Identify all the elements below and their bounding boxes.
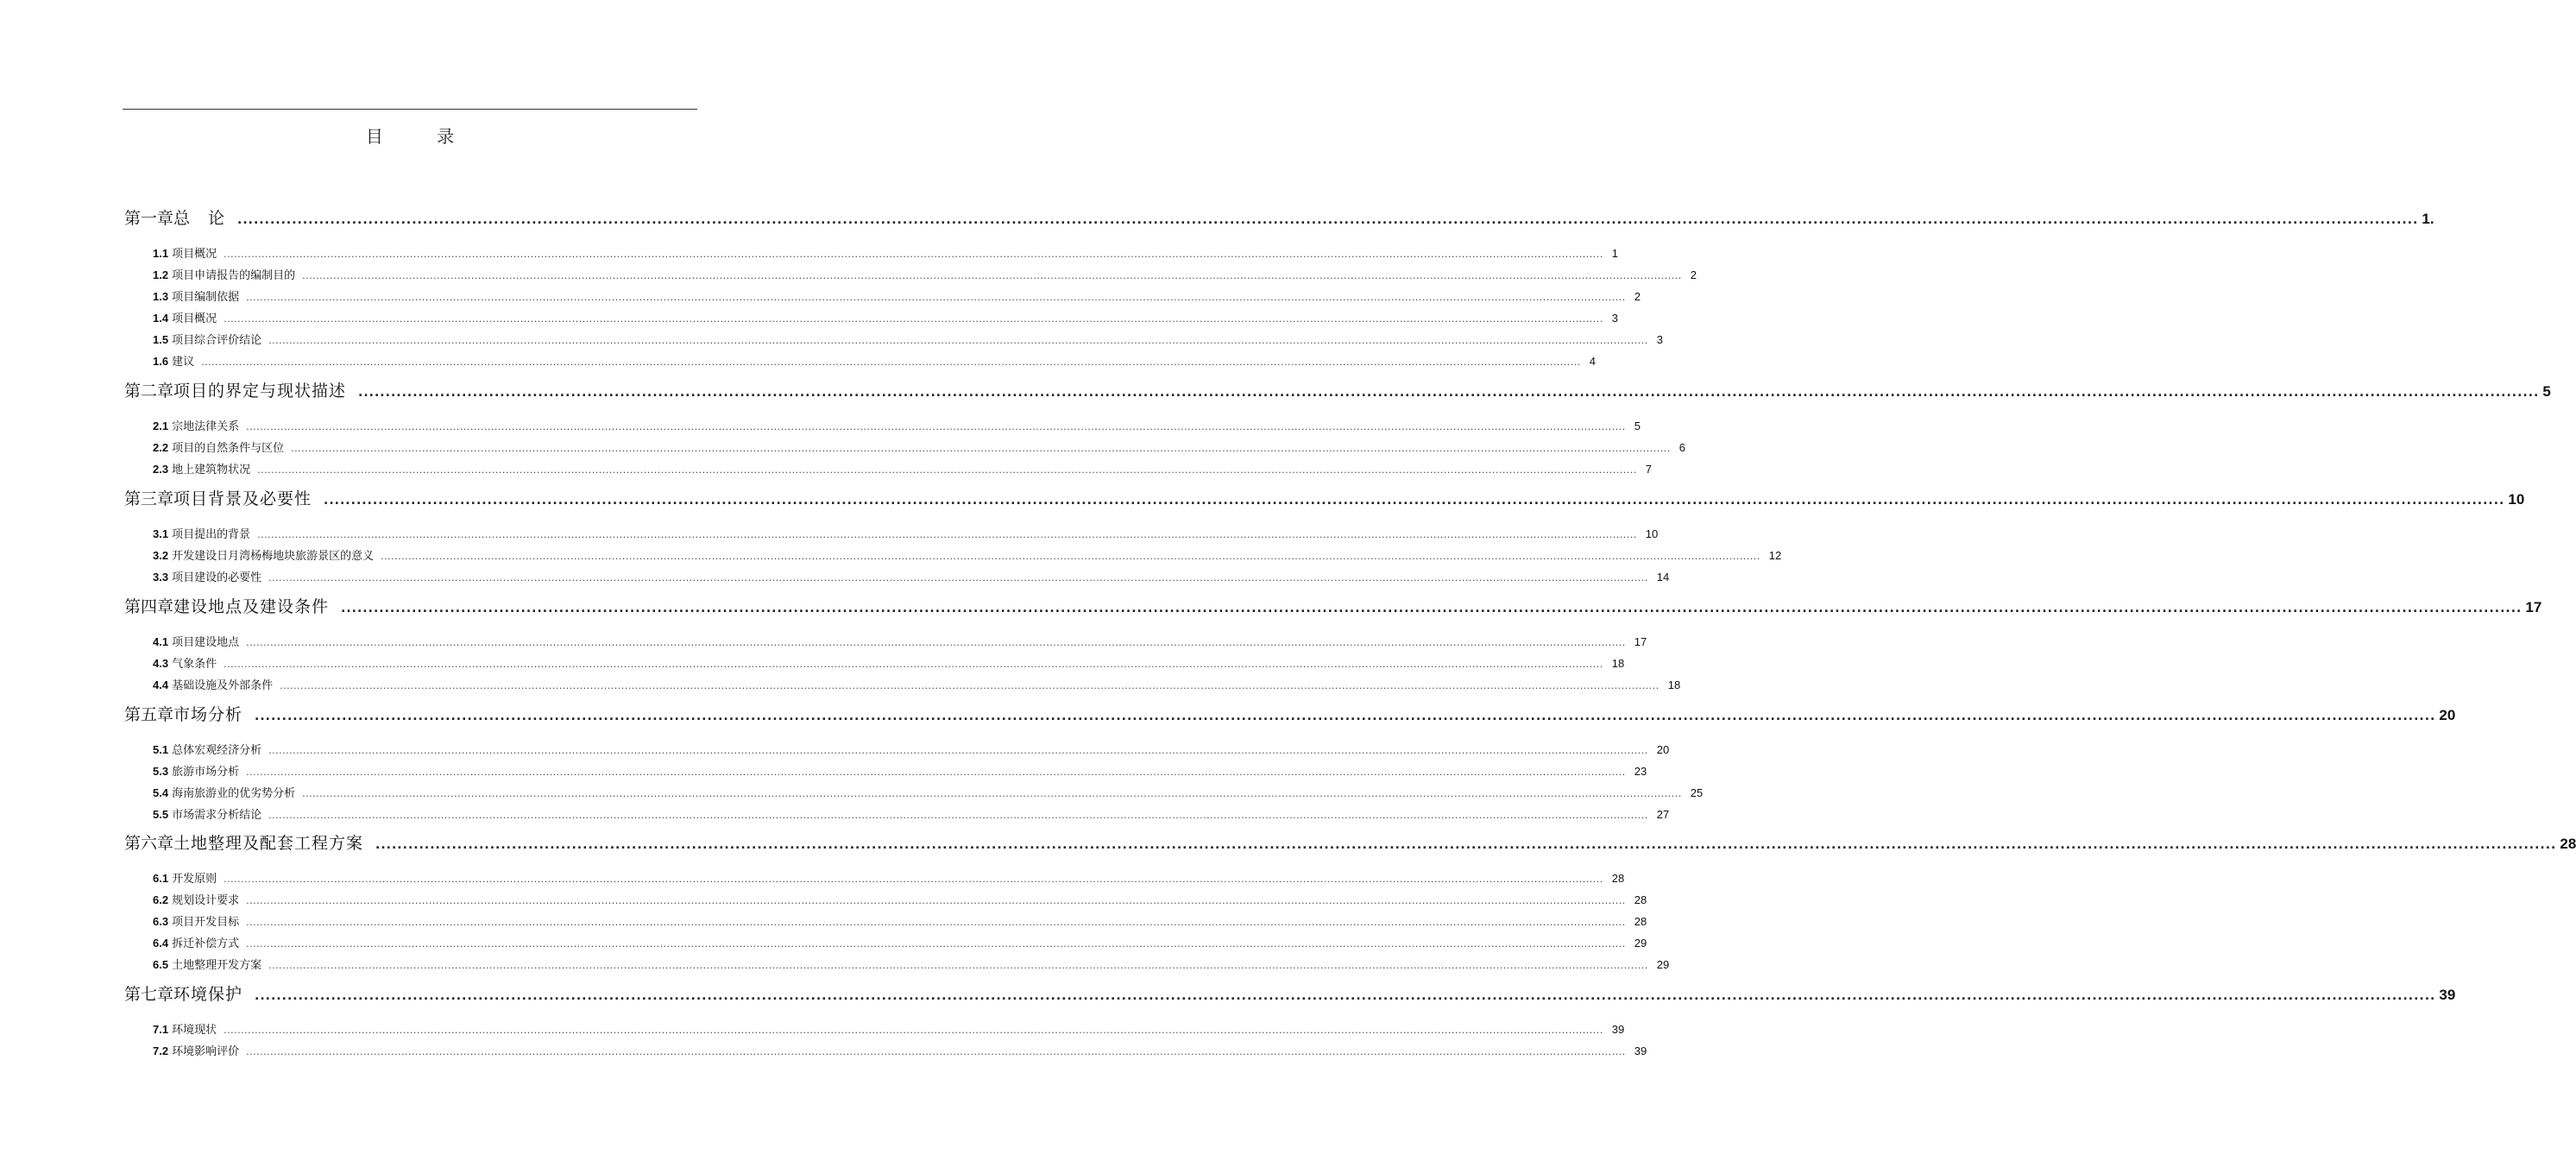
dot-leader: ................................................................................................................................................................................................................................................................................................................................................................................................................	[246, 895, 1626, 906]
section-page-number: 29	[1634, 937, 1647, 950]
section-number: 6.1	[153, 872, 169, 885]
section-number: 7.2	[153, 1044, 169, 1057]
chapter-page-number: 39	[2439, 987, 2456, 1003]
section-number: 5.1	[153, 743, 169, 756]
chapter-title: 环境保护	[173, 985, 243, 1004]
section-number: 5.5	[153, 808, 169, 821]
chapter-label: 第五章	[124, 705, 174, 724]
section-page-number: 1	[1611, 247, 1618, 260]
section-number: 4.4	[153, 678, 169, 691]
chapter-label: 第一章	[124, 209, 174, 228]
dot-leader: ................................................................................................................................................................................................................................................................................................................................................................................................................	[280, 680, 1660, 691]
dot-leader: ................................................................................................................................................................................................................................................................................................................................................................................................................	[224, 249, 1603, 260]
section-entry[interactable]	[153, 417, 1641, 434]
chapter-entry[interactable]	[124, 378, 2551, 402]
section-page-number: 17	[1634, 635, 1647, 648]
chapter-title: 建设地点及建设条件	[173, 597, 330, 616]
section-number: 1.5	[153, 333, 169, 346]
section-title: 项目概况	[172, 312, 217, 325]
section-title: 旅游市场分析	[172, 766, 240, 779]
section-number: 4.1	[153, 635, 169, 648]
section-title: 开发建设日月湾杨梅地块旅游景区的意义	[172, 550, 375, 563]
dot-leader: ................................................................................................................................................................................................................................................................................................................................................................................................................	[302, 270, 1682, 281]
section-entry[interactable]	[153, 331, 1663, 348]
section-title: 开发原则	[172, 873, 217, 886]
section-number: 3.1	[153, 527, 169, 540]
chapter-label: 第四章	[124, 597, 174, 616]
section-page-number: 2	[1690, 268, 1697, 281]
section-page-number: 10	[1645, 527, 1659, 540]
dot-leader: ................................................................................................................................................................................................................................................................................................................................................................................................................	[246, 767, 1626, 778]
dot-leader: ................................................................................................................................................................................................................................................................................................................................................................................................................	[255, 710, 2436, 723]
chapter-page-number: 17	[2525, 599, 2542, 615]
section-title: 市场需求分析结论	[172, 809, 262, 822]
section-title: 项目综合评价结论	[172, 334, 262, 347]
chapter-entry[interactable]	[124, 702, 2456, 726]
chapter-page-number: 10	[2508, 491, 2525, 508]
chapter-title: 市场分析	[173, 705, 243, 724]
chapter-entry[interactable]	[124, 981, 2456, 1006]
section-title: 建议	[172, 356, 195, 369]
chapter-entry[interactable]	[124, 830, 2576, 855]
dot-leader: ................................................................................................................................................................................................................................................................................................................................................................................................................	[237, 213, 2419, 227]
section-number: 1.6	[153, 355, 169, 368]
chapter-label: 第二章	[124, 382, 174, 401]
section-page-number: 29	[1656, 958, 1670, 971]
dot-leader: ................................................................................................................................................................................................................................................................................................................................................................................................................	[375, 838, 2557, 852]
dot-leader: ................................................................................................................................................................................................................................................................................................................................................................................................................	[224, 1025, 1603, 1036]
dot-leader: ................................................................................................................................................................................................................................................................................................................................................................................................................	[358, 386, 2540, 400]
section-page-number: 18	[1667, 678, 1681, 691]
section-page-number: 28	[1611, 872, 1625, 885]
section-title: 项目开发目标	[172, 916, 240, 929]
section-page-number: 23	[1634, 765, 1647, 778]
section-title: 总体宏观经济分析	[172, 744, 262, 757]
section-entry[interactable]	[153, 525, 1659, 542]
chapter-page-number: 28	[2560, 836, 2576, 852]
section-entry[interactable]	[153, 287, 1641, 305]
section-entry[interactable]	[153, 309, 1618, 326]
section-number: 3.3	[153, 571, 169, 584]
section-title: 宗地法律关系	[172, 420, 240, 433]
section-title: 项目建设的必要性	[172, 571, 262, 584]
section-number: 1.4	[153, 312, 169, 325]
section-number: 2.1	[153, 420, 169, 432]
chapter-entry[interactable]	[124, 486, 2525, 510]
section-title: 项目建设地点	[172, 636, 240, 649]
section-title: 基础设施及外部条件	[172, 679, 274, 692]
section-title: 土地整理开发方案	[172, 959, 262, 972]
section-number: 6.5	[153, 958, 169, 971]
section-entry[interactable]	[153, 805, 1670, 823]
dot-leader: ................................................................................................................................................................................................................................................................................................................................................................................................................	[257, 464, 1637, 476]
dot-leader: ................................................................................................................................................................................................................................................................................................................................................................................................................	[268, 572, 1648, 584]
section-page-number: 2	[1634, 290, 1641, 303]
section-page-number: 18	[1611, 657, 1625, 670]
section-title: 项目申请报告的编制目的	[172, 269, 296, 282]
section-number: 6.4	[153, 937, 169, 950]
section-title: 项目概况	[172, 248, 217, 261]
dot-leader: ................................................................................................................................................................................................................................................................................................................................................................................................................	[224, 659, 1603, 670]
section-entry[interactable]	[153, 784, 1704, 801]
chapter-label: 第七章	[124, 985, 174, 1004]
dot-leader: ................................................................................................................................................................................................................................................................................................................................................................................................................	[268, 810, 1648, 821]
section-entry[interactable]	[153, 568, 1670, 585]
section-entry[interactable]	[153, 891, 1647, 908]
section-page-number: 12	[1768, 549, 1782, 562]
header-rule	[123, 109, 697, 110]
section-entry[interactable]	[153, 762, 1647, 779]
section-entry[interactable]	[153, 352, 1596, 369]
dot-leader: ................................................................................................................................................................................................................................................................................................................................................................................................................	[246, 421, 1626, 432]
section-page-number: 3	[1611, 312, 1618, 325]
dot-leader: ................................................................................................................................................................................................................................................................................................................................................................................................................	[268, 745, 1648, 756]
section-title: 项目的自然条件与区位	[172, 442, 285, 455]
section-entry[interactable]	[153, 654, 1625, 672]
dot-leader: ................................................................................................................................................................................................................................................................................................................................................................................................................	[324, 494, 2505, 508]
section-title: 气象条件	[172, 658, 217, 671]
section-number: 5.4	[153, 786, 169, 799]
section-number: 4.3	[153, 657, 169, 670]
chapter-label: 第三章	[124, 489, 174, 508]
dot-leader: ................................................................................................................................................................................................................................................................................................................................................................................................................	[246, 292, 1626, 303]
section-page-number: 27	[1656, 808, 1670, 821]
chapter-page-number: 5	[2542, 383, 2551, 400]
section-page-number: 6	[1678, 441, 1685, 454]
section-number: 6.2	[153, 893, 169, 906]
chapter-page-number: 1.	[2422, 211, 2434, 227]
dot-leader: ................................................................................................................................................................................................................................................................................................................................................................................................................	[341, 602, 2522, 615]
section-entry[interactable]	[153, 633, 1647, 650]
dot-leader: ................................................................................................................................................................................................................................................................................................................................................................................................................	[255, 989, 2436, 1003]
dot-leader: ................................................................................................................................................................................................................................................................................................................................................................................................................	[224, 874, 1603, 885]
section-number: 1.2	[153, 268, 169, 281]
dot-leader: ................................................................................................................................................................................................................................................................................................................................................................................................................	[246, 1046, 1626, 1057]
section-page-number: 28	[1634, 915, 1647, 928]
section-number: 7.1	[153, 1023, 169, 1036]
dot-leader: ................................................................................................................................................................................................................................................................................................................................................................................................................	[201, 357, 1581, 368]
section-page-number: 4	[1589, 355, 1596, 368]
section-number: 1.3	[153, 290, 169, 303]
section-entry[interactable]	[153, 546, 1782, 564]
chapter-entry[interactable]	[124, 205, 2434, 230]
dot-leader: ................................................................................................................................................................................................................................................................................................................................................................................................................	[268, 960, 1648, 971]
section-page-number: 28	[1634, 893, 1647, 906]
dot-leader: ................................................................................................................................................................................................................................................................................................................................................................................................................	[291, 443, 1671, 454]
dot-leader: ................................................................................................................................................................................................................................................................................................................................................................................................................	[381, 551, 1760, 562]
section-entry[interactable]	[153, 934, 1647, 951]
section-number: 5.3	[153, 765, 169, 778]
section-page-number: 5	[1634, 420, 1641, 432]
section-title: 地上建筑物状况	[172, 464, 251, 476]
chapter-page-number: 20	[2439, 707, 2456, 723]
chapter-entry[interactable]	[124, 594, 2542, 618]
section-title: 项目提出的背景	[172, 528, 251, 541]
section-number: 3.2	[153, 549, 169, 562]
section-page-number: 3	[1656, 333, 1663, 346]
dot-leader: ................................................................................................................................................................................................................................................................................................................................................................................................................	[246, 637, 1626, 648]
toc-heading: 目 录	[365, 126, 479, 147]
section-page-number: 25	[1690, 786, 1704, 799]
chapter-title: 土地整理及配套工程方案	[173, 834, 364, 853]
section-entry[interactable]	[153, 460, 1652, 477]
section-entry[interactable]	[153, 244, 1618, 262]
section-entry[interactable]	[153, 1042, 1647, 1059]
dot-leader: ................................................................................................................................................................................................................................................................................................................................................................................................................	[224, 313, 1603, 325]
section-page-number: 39	[1611, 1023, 1625, 1036]
section-entry[interactable]	[153, 741, 1670, 758]
section-title: 环境现状	[172, 1024, 217, 1037]
section-page-number: 7	[1645, 463, 1652, 476]
section-page-number: 14	[1656, 571, 1670, 584]
section-title: 海南旅游业的优劣势分析	[172, 787, 296, 800]
dot-leader: ................................................................................................................................................................................................................................................................................................................................................................................................................	[246, 917, 1626, 928]
section-entry[interactable]	[153, 439, 1685, 456]
section-page-number: 39	[1634, 1044, 1647, 1057]
section-entry[interactable]	[153, 676, 1681, 693]
section-number: 1.1	[153, 247, 169, 260]
section-entry[interactable]	[153, 956, 1670, 973]
dot-leader: ................................................................................................................................................................................................................................................................................................................................................................................................................	[246, 938, 1626, 950]
dot-leader: ................................................................................................................................................................................................................................................................................................................................................................................................................	[268, 335, 1648, 346]
chapter-title: 项目背景及必要性	[173, 489, 312, 508]
dot-leader: ................................................................................................................................................................................................................................................................................................................................................................................................................	[257, 529, 1637, 540]
chapter-title: 总 论	[173, 209, 226, 228]
section-title: 规划设计要求	[172, 894, 240, 907]
section-number: 6.3	[153, 915, 169, 928]
section-title: 环境影响评价	[172, 1045, 240, 1058]
section-title: 拆迁补偿方式	[172, 937, 240, 950]
chapter-title: 项目的界定与现状描述	[173, 382, 347, 401]
section-number: 2.3	[153, 463, 169, 476]
section-page-number: 20	[1656, 743, 1670, 756]
section-title: 项目编制依据	[172, 291, 240, 304]
section-entry[interactable]	[153, 1020, 1625, 1038]
dot-leader: ................................................................................................................................................................................................................................................................................................................................................................................................................	[302, 788, 1682, 799]
section-entry[interactable]	[153, 869, 1625, 887]
section-number: 2.2	[153, 441, 169, 454]
chapter-label: 第六章	[124, 834, 174, 853]
section-entry[interactable]	[153, 266, 1697, 283]
section-entry[interactable]	[153, 912, 1647, 930]
